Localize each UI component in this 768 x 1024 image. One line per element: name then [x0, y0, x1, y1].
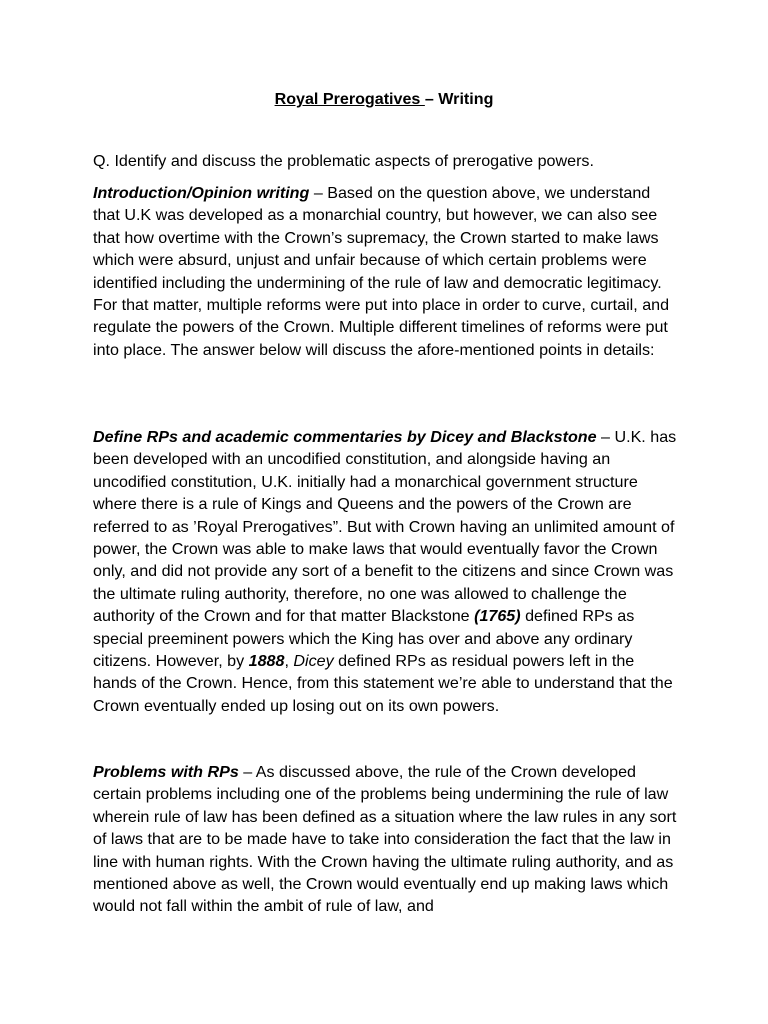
intro-text: – Based on the question above, we understand that U.K was developed as a monarchial country, but however, we can also see that how overtime with the Crown’s supremacy, the Crown started to make laws which were absurd, unjust and unfair because of which certain problems were identified including the undermining of the rule of law and democratic legitimacy. For that matter, multiple reforms were put into place in order to curve, curtail, and regulate the powers of the Crown. Multiple different timelines of reforms were put into place. The answer below will discuss the afore-mentioned points in details:: [93, 184, 670, 359]
title-suffix: – Writing: [424, 90, 494, 108]
problems-paragraph: [93, 761, 678, 918]
define-text-4: defined RPs as residual powers left in the hands of the Crown. Hence, from this statement we’re able to understand that the Crown eventually ended up losing out on its own powers.: [93, 652, 673, 715]
title-main: Royal Prerogatives: [274, 90, 425, 108]
define-paragraph: [93, 426, 678, 717]
define-year-1765: (1765): [474, 607, 521, 626]
question-paragraph: Q. Identify and discuss the problematic aspects of prerogative powers.: [93, 152, 594, 170]
problems-heading: Problems with RPs: [93, 763, 239, 781]
define-text-3: ,: [284, 652, 294, 671]
define-heading: Define RPs and academic commentaries by Dicey and Blackstone: [93, 428, 597, 446]
problems-text: – As discussed above, the rule of the Crown developed certain problems including one of the problems being undermining the rule of law wherein rule of law has been defined as a situation where the law rules in any sort of laws that are to be made have to take into consideration the fact that the law in line with human rights. With the Crown having the ultimate ruling authority, and as mentioned above as well, the Crown would eventually end up making laws which would not fall within the ambit of rule of law, and: [93, 763, 677, 916]
define-text-2: defined RPs as special preeminent powers which the King has over and above any ordinary citizens. However, by: [93, 607, 635, 671]
define-year-1888: 1888: [248, 652, 285, 671]
intro-paragraph: [93, 182, 678, 361]
define-text-1: – U.K. has been developed with an uncodified constitution, and alongside having an uncodified constitution, U.K. initially had a monarchical government structure where there is a rule of Kings and Queens and the powers of the Crown are referred to as ’Royal Prerogatives”. But with Crown having an unlimited amount of power, the Crown was able to make laws that would eventually favor the Crown only, and did not provide any sort of a benefit to the citizens and since Crown was the ultimate ruling authority, therefore, no one was allowed to challenge the authority of the Crown and for that matter Blackstone: [93, 428, 677, 626]
intro-heading: Introduction/Opinion writing: [93, 184, 310, 202]
page-title: [0, 88, 768, 110]
define-name-dicey: Dicey: [293, 652, 334, 671]
